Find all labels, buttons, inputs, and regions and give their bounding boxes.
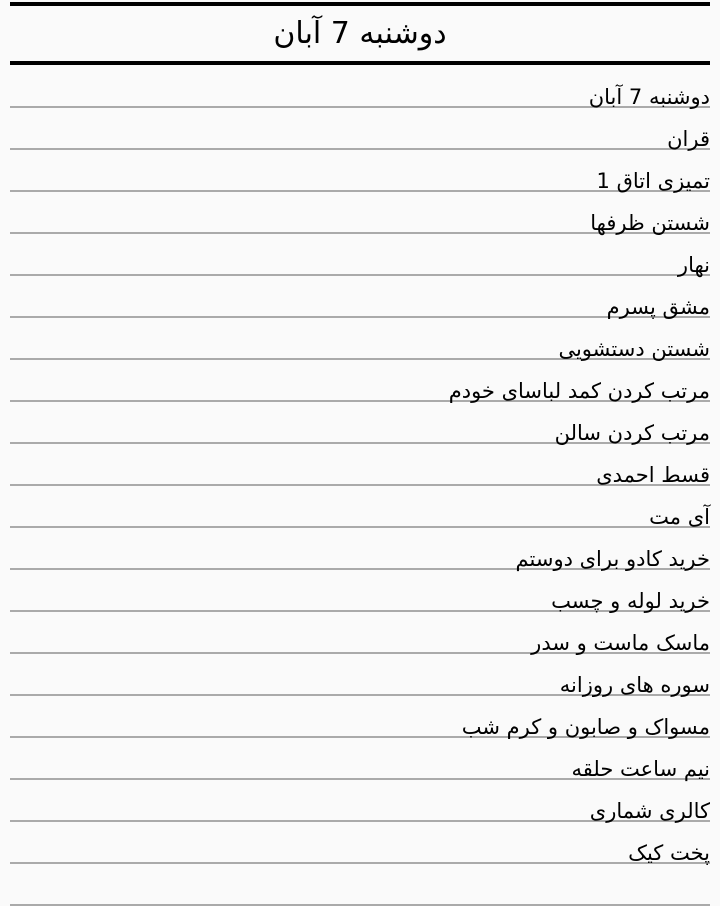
- list-item[interactable]: [10, 654, 710, 696]
- list-item-text: خرید کادو برای دوستم: [515, 547, 710, 571]
- list-item[interactable]: [10, 738, 710, 780]
- empty-line[interactable]: [10, 864, 710, 906]
- list-item-text: مرتب کردن سالن: [554, 421, 710, 445]
- list-item-text: نیم ساعت حلقه: [571, 757, 710, 781]
- list-item[interactable]: [10, 612, 710, 654]
- list-item[interactable]: [10, 66, 710, 108]
- list-item-text: شستن ظرفها: [590, 211, 710, 235]
- list-item-text: قران: [667, 127, 710, 151]
- list-item[interactable]: [10, 486, 710, 528]
- list-item-text: مسواک و صابون و کرم شب: [461, 715, 710, 739]
- list-item-text: کالری شماری: [589, 799, 710, 823]
- list-item-text: شستن دستشویی: [558, 337, 710, 361]
- list-item-text: قسط احمدی: [596, 463, 710, 487]
- list-item[interactable]: [10, 570, 710, 612]
- list-item-text: مرتب کردن کمد لباسای خودم: [448, 379, 710, 403]
- list-item-text: خرید لوله و چسب: [551, 589, 710, 613]
- list-item[interactable]: [10, 108, 710, 150]
- list-item[interactable]: [10, 150, 710, 192]
- title-rule: [10, 61, 710, 65]
- list-item[interactable]: [10, 360, 710, 402]
- list-item[interactable]: [10, 444, 710, 486]
- list-item-text: آی مت: [649, 505, 710, 529]
- list-item-text: سوره های روزانه: [559, 673, 710, 697]
- list-item[interactable]: [10, 318, 710, 360]
- list-item-text: ماسک ماست و سدر: [531, 631, 710, 655]
- top-rule: [10, 2, 710, 6]
- list-item-text: مشق پسرم: [606, 295, 710, 319]
- list-item[interactable]: [10, 696, 710, 738]
- list-item[interactable]: [10, 780, 710, 822]
- list-item[interactable]: [10, 276, 710, 318]
- list-item[interactable]: [10, 234, 710, 276]
- list-item-text: پخت کیک: [628, 841, 710, 865]
- list-item-text: تمیزی اتاق 1: [596, 169, 710, 193]
- note-lines[interactable]: [10, 66, 710, 906]
- list-item[interactable]: [10, 528, 710, 570]
- list-item[interactable]: [10, 822, 710, 864]
- list-item-text: دوشنبه 7 آبان: [588, 85, 710, 109]
- page-title: دوشنبه 7 آبان: [273, 16, 447, 51]
- list-item[interactable]: [10, 402, 710, 444]
- list-item-text: نهار: [677, 253, 710, 277]
- list-item[interactable]: [10, 192, 710, 234]
